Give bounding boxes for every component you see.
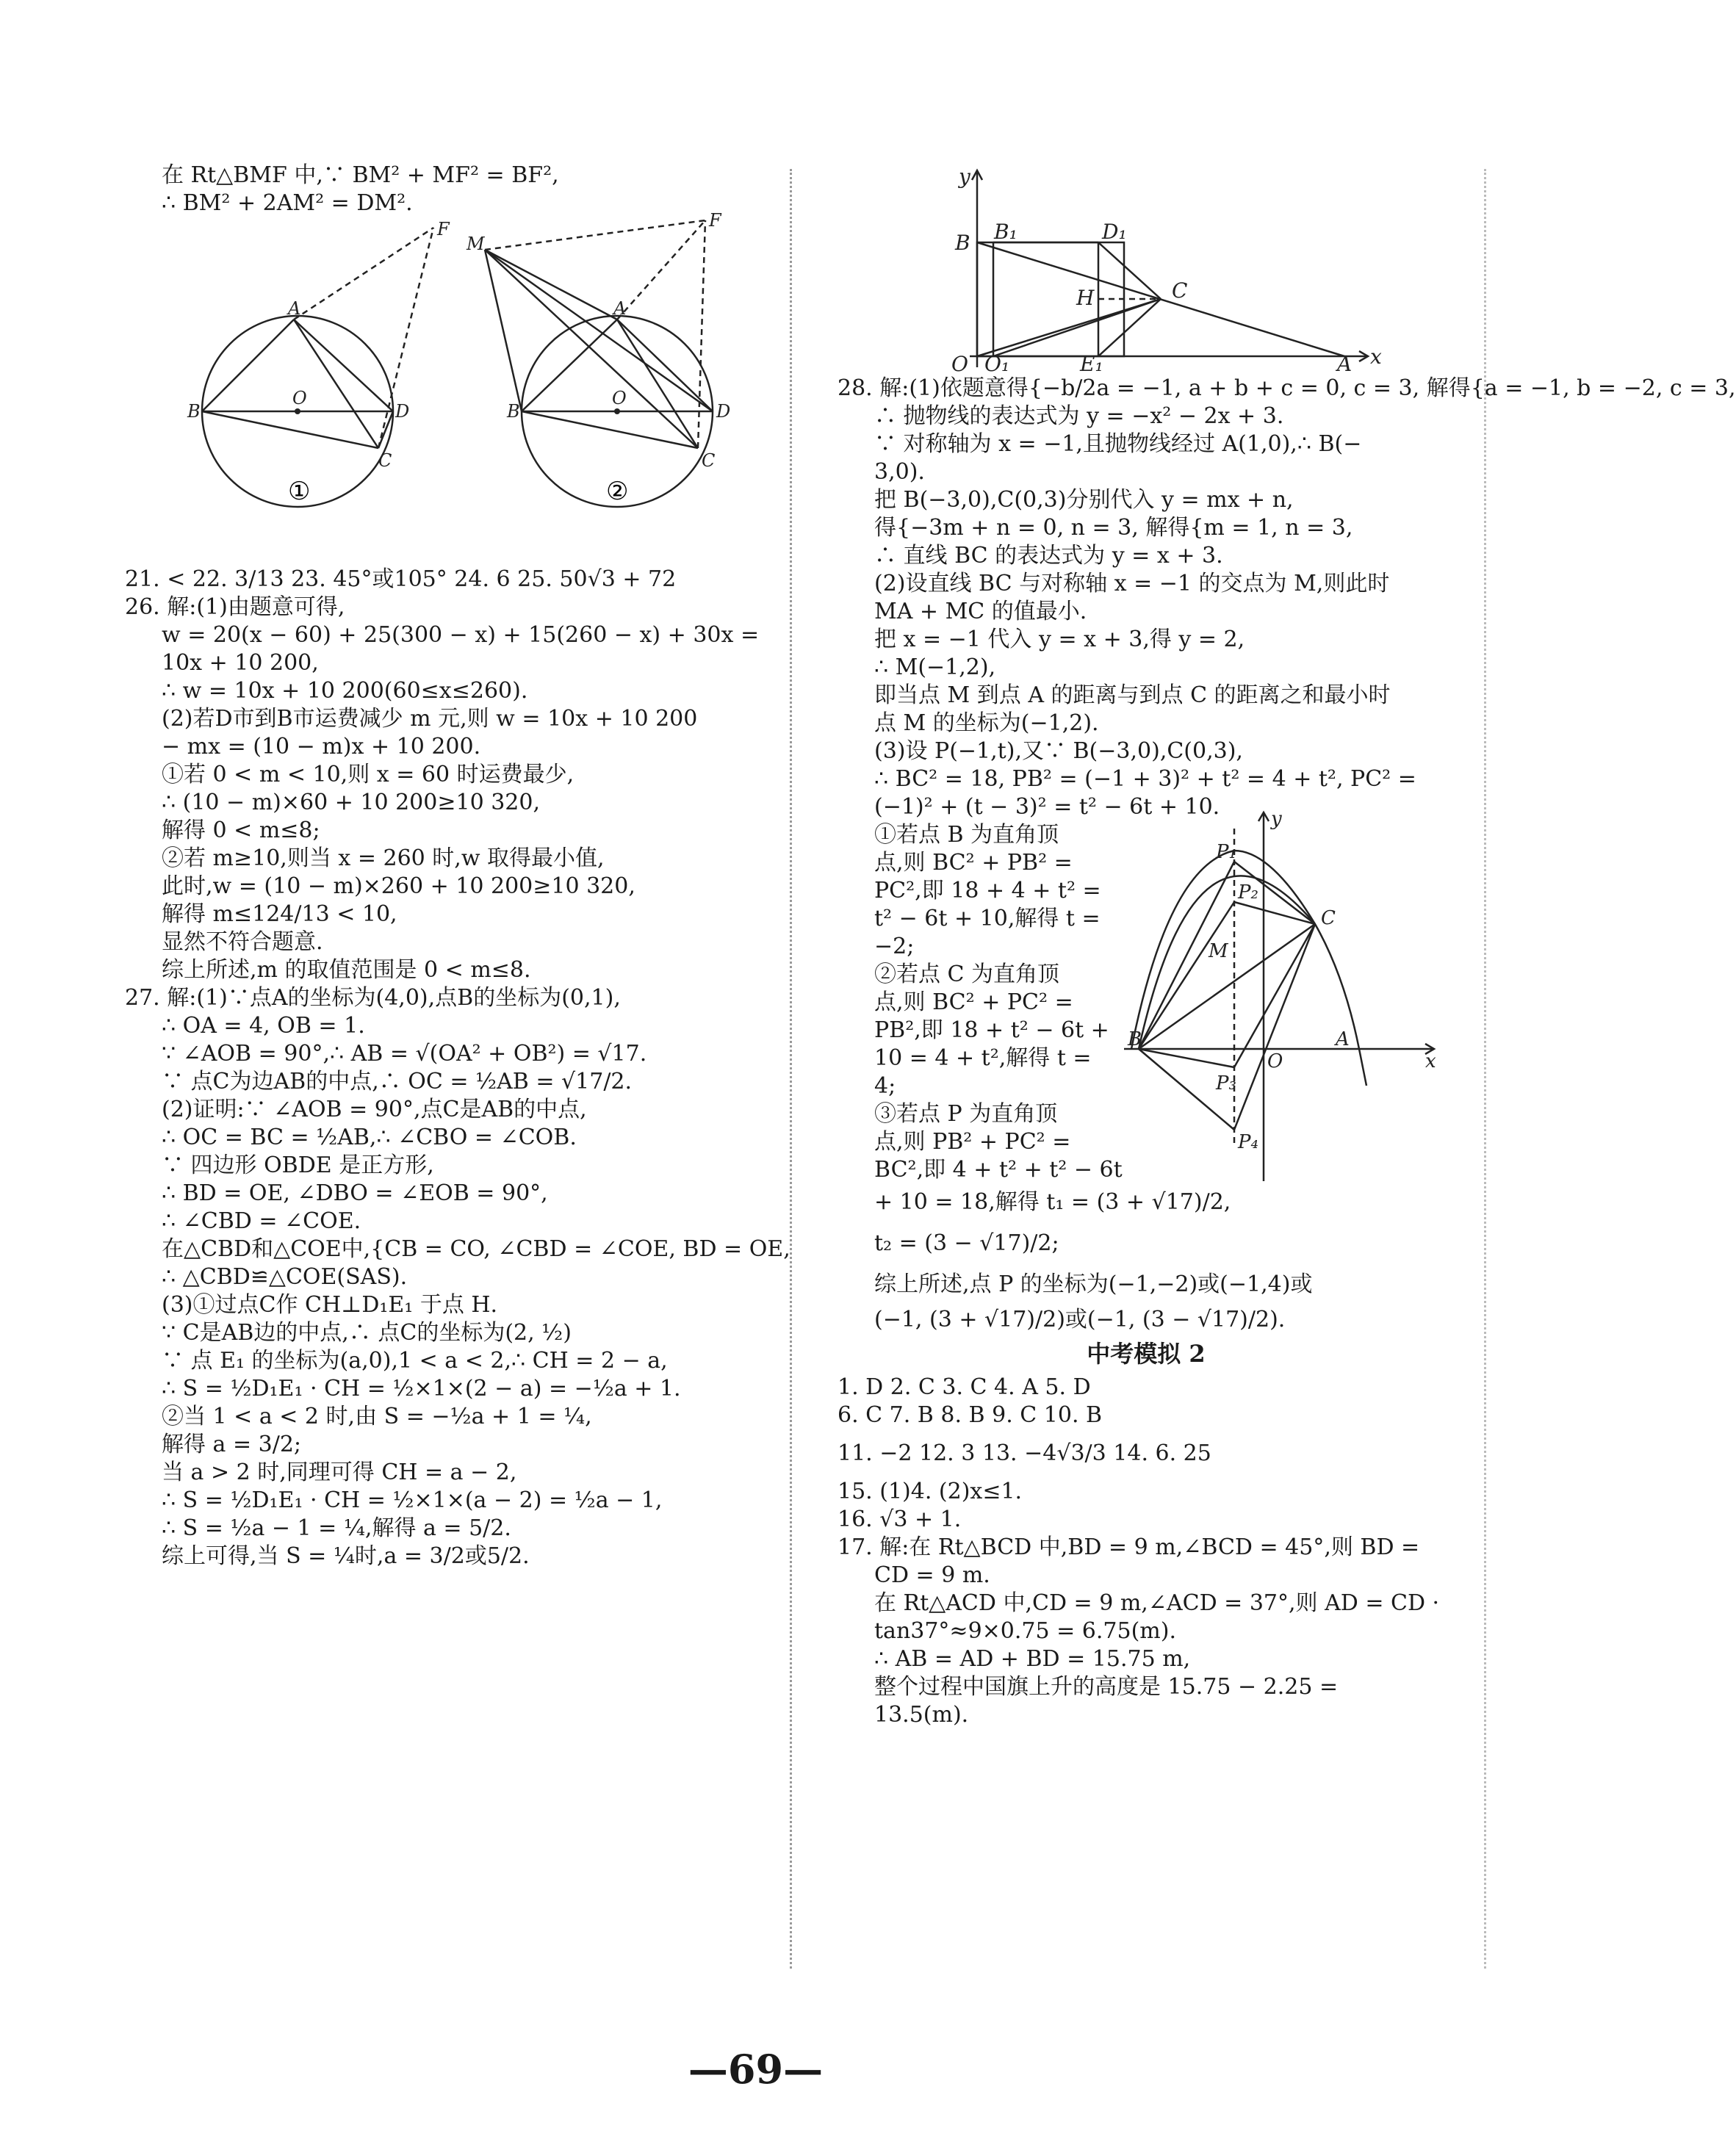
text-line: 综上所述,m 的取值范围是 0 < m≤8. — [162, 957, 531, 983]
svg-text:D: D — [716, 401, 731, 422]
svg-text:F: F — [437, 219, 450, 239]
coordinate-figure-q27 — [838, 162, 1455, 375]
text-line: 在 Rt△ACD 中,CD = 9 m,∠ACD = 37°,则 AD = CD · — [874, 1590, 1440, 1616]
text-line: ∴ BM² + 2AM² = DM². — [162, 190, 413, 216]
text-line: ∵ ∠AOB = 90°,∴ AB = √(OA² + OB²) = √17. — [162, 1041, 647, 1067]
text-line: ∴ ∠CBD = ∠COE. — [162, 1208, 361, 1234]
text-line: ∴ w = 10x + 10 200(60≤x≤260). — [162, 678, 528, 704]
parabola-figure-q28 — [1124, 807, 1440, 1188]
svg-text:x: x — [1425, 1050, 1436, 1072]
text-line: 综上所述,点 P 的坐标为(−1,−2)或(−1,4)或 — [874, 1271, 1313, 1297]
text-line: 把 B(−3,0),C(0,3)分别代入 y = mx + n, — [874, 487, 1294, 513]
question-17 — [838, 1534, 1455, 1729]
text-line: 11. −2 12. 3 13. −4√3/3 14. 6. 25 — [838, 1440, 1211, 1466]
text-line: (2)若D市到B市运费减少 m 元,则 w = 10x + 10 200 — [162, 706, 698, 732]
figure-label-1: ① — [288, 477, 311, 506]
text-line: (3)①过点C作 CH⊥D₁E₁ 于点 H. — [162, 1292, 498, 1318]
answer-list — [838, 1374, 1455, 1534]
text-line: MA + MC 的值最小. — [874, 599, 1087, 624]
text-line: + 10 = 18,解得 t₁ = (3 + √17)/2, — [874, 1189, 1231, 1215]
text-line: 1. D 2. C 3. C 4. A 5. D — [838, 1374, 1091, 1400]
text-line: 在△CBD和△COE中,{CB = CO, ∠CBD = ∠COE, BD = OE, — [162, 1236, 790, 1262]
svg-text:E₁: E₁ — [1080, 352, 1103, 376]
text-line: 解得 0 < m≤8; — [162, 818, 320, 843]
text-line: ∴ 直线 BC 的表达式为 y = x + 3. — [874, 543, 1223, 569]
text-line: ∴ S = ½a − 1 = ¼,解得 a = 5/2. — [162, 1515, 511, 1541]
question-27 — [125, 984, 790, 1570]
svg-text:B: B — [507, 401, 520, 422]
text-line: ②若 m≥10,则当 x = 260 时,w 取得最小值, — [162, 845, 605, 871]
svg-text:P₄: P₄ — [1238, 1131, 1258, 1153]
text-line: 显然不符合题意. — [162, 929, 323, 955]
text-line: 10x + 10 200, — [162, 650, 319, 676]
text-line: BC²,即 4 + t² + t² − 6t — [874, 1157, 1123, 1183]
text-line: 此时,w = (10 − m)×260 + 10 200≥10 320, — [162, 873, 635, 899]
text-line: ∵ 四边形 OBDE 是正方形, — [162, 1152, 434, 1178]
svg-text:C: C — [702, 450, 716, 471]
text-line: 点,则 BC² + PB² = — [874, 850, 1073, 876]
svg-text:M: M — [1209, 940, 1228, 962]
text-line: 6. C 7. B 8. B 9. C 10. B — [838, 1402, 1103, 1428]
section-title: 中考模拟 2 — [1087, 1340, 1206, 1368]
text-line: ∴ BC² = 18, PB² = (−1 + 3)² + t² = 4 + t², PC² = — [874, 766, 1416, 792]
text-line: ∴ OC = BC = ½AB,∴ ∠CBO = ∠COB. — [162, 1125, 577, 1150]
page-number: —69— — [688, 2046, 824, 2093]
text-line: ②若点 C 为直角顶 — [874, 962, 1060, 987]
svg-text:O: O — [1267, 1050, 1283, 1072]
text-line: ∴ 抛物线的表达式为 y = −x² − 2x + 3. — [874, 403, 1284, 429]
svg-text:A: A — [288, 298, 301, 319]
right-edge-divider — [1484, 169, 1486, 1969]
text-line: ∵ 点C为边AB的中点,∴ OC = ½AB = √17/2. — [162, 1069, 633, 1094]
text-line: ∴ BD = OE, ∠DBO = ∠EOB = 90°, — [162, 1180, 548, 1206]
svg-text:P₂: P₂ — [1238, 881, 1258, 903]
svg-text:C: C — [1172, 278, 1188, 303]
svg-text:C: C — [1321, 907, 1336, 929]
text-line: (2)设直线 BC 与对称轴 x = −1 的交点为 M,则此时 — [874, 571, 1390, 596]
svg-text:B: B — [1128, 1028, 1142, 1050]
text-line: 点,则 PB² + PC² = — [874, 1129, 1071, 1155]
figure-label-2: ② — [606, 477, 629, 506]
text-line: ∵ 点 E₁ 的坐标为(a,0),1 < a < 2,∴ CH = 2 − a, — [162, 1348, 668, 1374]
text-line: 即当点 M 到点 A 的距离与到点 C 的距离之和最小时 — [874, 682, 1391, 708]
text-line: 在 Rt△BMF 中,∵ BM² + MF² = BF², — [162, 162, 559, 188]
q28-cases — [838, 821, 1123, 1184]
svg-text:B: B — [955, 231, 970, 255]
question-28 — [838, 375, 1736, 1334]
svg-text:B₁: B₁ — [994, 220, 1018, 244]
text-line: 当 a > 2 时,同理可得 CH = a − 2, — [162, 1460, 517, 1485]
text-line: 26. 解:(1)由题意可得, — [125, 594, 345, 620]
text-line: ①若 0 < m < 10,则 x = 60 时运费最少, — [162, 762, 575, 787]
svg-text:O: O — [951, 352, 968, 376]
svg-text:D₁: D₁ — [1102, 220, 1127, 244]
text-line: t² − 6t + 10,解得 t = — [874, 906, 1101, 931]
svg-text:O: O — [292, 388, 307, 408]
right-column — [838, 162, 1736, 1729]
text-line: ②当 1 < a < 2 时,由 S = −½a + 1 = ¼, — [162, 1404, 592, 1429]
text-line: 4; — [874, 1073, 896, 1099]
text-line: ∵ C是AB边的中点,∴ 点C的坐标为(2, ½) — [162, 1320, 572, 1346]
text-line: w = 20(x − 60) + 25(300 − x) + 15(260 − x) + 30x = — [162, 622, 760, 648]
text-line: 点 M 的坐标为(−1,2). — [874, 710, 1099, 736]
text-line: 得{−3m + n = 0, n = 3, 解得{m = 1, n = 3, — [874, 515, 1353, 541]
text-line: ∴ OA = 4, OB = 1. — [162, 1013, 365, 1039]
text-line: (2)证明:∵ ∠AOB = 90°,点C是AB的中点, — [162, 1097, 587, 1122]
text-line: ①若点 B 为直角顶 — [874, 822, 1059, 848]
text-line: 点,则 BC² + PC² = — [874, 989, 1073, 1015]
text-line: tan37°≈9×0.75 = 6.75(m). — [874, 1618, 1176, 1644]
answers-21-25: 21. < 22. 3/13 23. 45°或105° 24. 6 25. 50√3 + 72 — [125, 566, 677, 592]
text-line: ∴ S = ½D₁E₁ · CH = ½×1×(a − 2) = ½a − 1, — [162, 1487, 663, 1513]
svg-text:M: M — [467, 234, 485, 254]
text-line: (3)设 P(−1,t),又∵ B(−3,0),C(0,3), — [874, 738, 1243, 764]
svg-text:P₃: P₃ — [1216, 1072, 1236, 1094]
text-line: 16. √3 + 1. — [838, 1507, 962, 1532]
text-line: 10 = 4 + t²,解得 t = — [874, 1045, 1092, 1071]
column-divider — [790, 169, 792, 1969]
question-26 — [125, 594, 771, 984]
svg-text:x: x — [1370, 344, 1382, 369]
svg-text:H: H — [1076, 286, 1095, 310]
text-line: 解得 m≤124/13 < 10, — [162, 901, 397, 927]
text-line: 综上可得,当 S = ¼时,a = 3/2或5/2. — [162, 1543, 530, 1569]
text-line: ∵ 对称轴为 x = −1,且抛物线经过 A(1,0),∴ B(− — [874, 431, 1362, 457]
svg-text:P₁: P₁ — [1216, 841, 1236, 863]
text-line: PC²,即 18 + 4 + t² = — [874, 878, 1101, 903]
text-line: (−1)² + (t − 3)² = t² − 6t + 10. — [874, 794, 1220, 820]
svg-text:D: D — [395, 401, 410, 422]
text-line: − mx = (10 − m)x + 10 200. — [162, 734, 481, 760]
text-line: 3,0). — [874, 459, 925, 485]
svg-text:B: B — [187, 401, 201, 422]
circle-figures — [125, 210, 771, 566]
text-line: ∴ AB = AD + BD = 15.75 m, — [874, 1646, 1191, 1672]
text-line: 15. (1)4. (2)x≤1. — [838, 1479, 1023, 1504]
text-line: 把 x = −1 代入 y = x + 3,得 y = 2, — [874, 627, 1245, 652]
svg-text:C: C — [378, 450, 392, 471]
text-line: CD = 9 m. — [874, 1562, 990, 1588]
svg-text:F: F — [709, 210, 721, 231]
text-line: 解得 a = 3/2; — [162, 1432, 302, 1457]
text-line: ∴ M(−1,2), — [874, 654, 996, 680]
text-line: 27. 解:(1)∵点A的坐标为(4,0),点B的坐标为(0,1), — [125, 985, 621, 1011]
svg-text:O₁: O₁ — [984, 352, 1010, 376]
text-line: ③若点 P 为直角顶 — [874, 1101, 1058, 1127]
text-line: 13.5(m). — [874, 1702, 969, 1728]
text-line: t₂ = (3 − √17)/2; — [874, 1230, 1059, 1256]
text-line: ∴ (10 − m)×60 + 10 200≥10 320, — [162, 790, 540, 815]
svg-text:y: y — [959, 165, 970, 189]
text-line: ∴ S = ½D₁E₁ · CH = ½×1×(2 − a) = −½a + 1. — [162, 1376, 681, 1402]
svg-text:y: y — [1271, 808, 1282, 830]
text-line: −2; — [874, 934, 915, 959]
svg-text:A: A — [1336, 1028, 1350, 1050]
text-line: ∴ △CBD≌△COE(SAS). — [162, 1264, 408, 1290]
text-line: (−1, (3 + √17)/2)或(−1, (3 − √17)/2). — [874, 1307, 1286, 1332]
left-column — [125, 162, 790, 1570]
text-line: 28. 解:(1)依题意得{−b/2a = −1, a + b + c = 0, c = 3, 解得{a = −1, b = −2, c = 3, — [838, 375, 1736, 401]
svg-text:A: A — [613, 298, 627, 319]
text-line: 17. 解:在 Rt△BCD 中,BD = 9 m,∠BCD = 45°,则 BD = — [838, 1534, 1420, 1560]
svg-text:A: A — [1337, 352, 1353, 376]
text-line: PB²,即 18 + t² − 6t + — [874, 1017, 1109, 1043]
text-line: 整个过程中国旗上升的高度是 15.75 − 2.25 = — [874, 1674, 1339, 1700]
svg-text:O: O — [612, 388, 627, 408]
